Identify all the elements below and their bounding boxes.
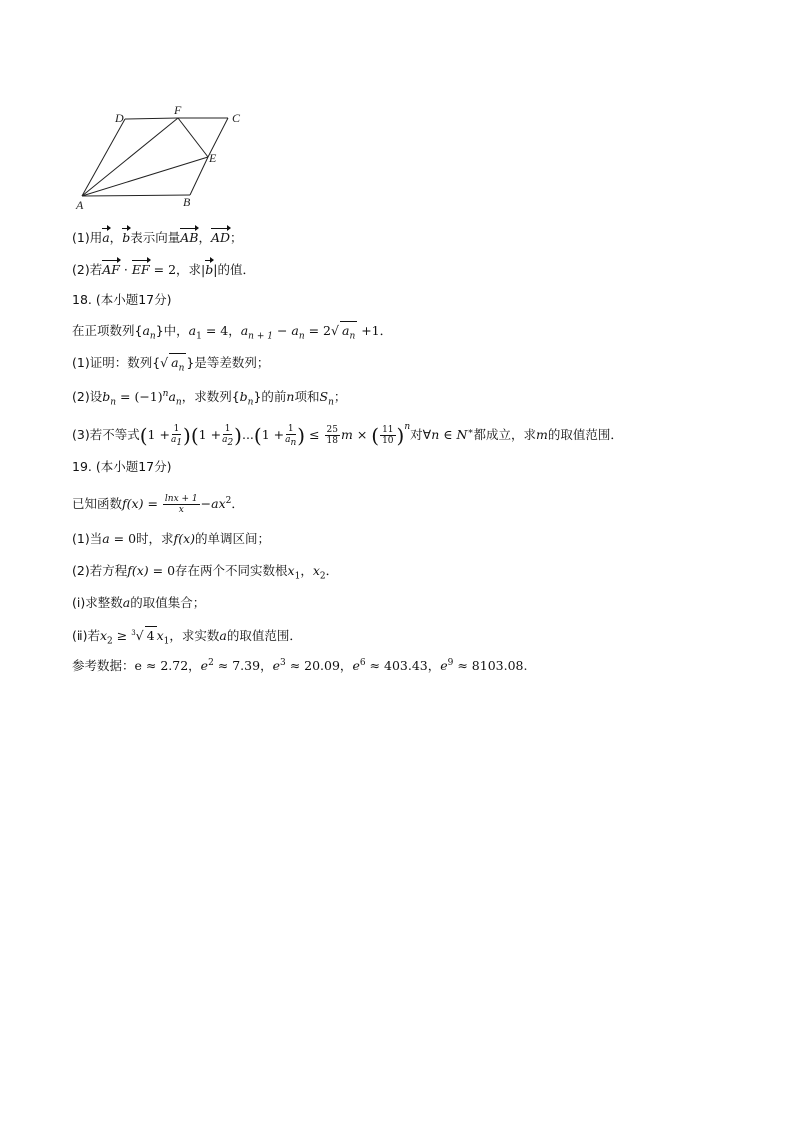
vector-b: b: [122, 227, 130, 247]
q18-header: 18. (本小题17分): [72, 292, 172, 307]
edge-AB: [82, 195, 190, 196]
q19-part2-ii: (ⅱ)若$x_2 \ge ^3√$ 4 $x_1$，求实数a的取值范围．: [72, 628, 302, 647]
q18-part2: (2)设$b_n = (-1)^na_n$，求数列$\{b_n\}$的前n项和$S_n$；: [72, 389, 347, 408]
vector-AB: AB: [180, 227, 198, 247]
vector-EF: EF: [132, 259, 150, 279]
label-E: E: [209, 151, 217, 165]
label-C: C: [232, 111, 241, 125]
q17-part1: (1)用a，b表示向量AB，AD；: [72, 227, 243, 247]
q18-part3: (3)若不等式(1 + $\frac{1}{a_1}$ )(1 + $\frac{1}{a_2}$ )...(1 + $\frac{1}{a_n}$ ) ≤ $\frac{25}{18}$ m × ( $\frac{11}{10}$ )$^n$对∀n ∈ N∗都成立，求m的取值范围．: [72, 422, 623, 448]
q19-part2-i: (ⅰ)求整数a的取值集合；: [72, 595, 206, 610]
segment-AF: [82, 118, 178, 196]
vector-AD: AD: [211, 227, 230, 247]
vector-AF: AF: [102, 259, 120, 279]
label-A: A: [76, 198, 84, 212]
edge-BE: [190, 157, 208, 195]
edge-FD: [125, 118, 178, 119]
q19-part2: (2)若方程f(x) = 0存在两个不同实数根$x_1$，$x_2$．: [72, 563, 339, 582]
label-B: B: [183, 195, 191, 209]
q18-stem: 在正项数列$\{a_n\}$中，$a_1 = 4$，$a_{n + 1} - a_n = 2√$ $a_n +1$．: [72, 321, 392, 346]
parallelogram-figure: [70, 100, 260, 212]
label-F: F: [174, 103, 182, 117]
q19-header: 19. (本小题17分): [72, 459, 172, 474]
vector-a: a: [102, 227, 109, 247]
vector-b-magnitude: b: [205, 259, 213, 279]
label-D: D: [115, 111, 124, 125]
q19-stem: 已知函数f(x) = $\frac{\ln x + 1}{x}$ $-ax^2$．: [72, 494, 244, 516]
q18-part1: (1)证明：数列{√ $a_n$ }是等差数列；: [72, 353, 269, 378]
reference-data: 参考数据：e ≈ 2.72，$e^2 \approx 7.39$，$e^3 \approx 20.09$，$e^6 \approx 403.43$，$e^9 \approx 8103.08$.: [72, 658, 528, 674]
segment-FE: [178, 118, 208, 157]
q19-part1: (1)当a = 0时，求f(x)的单调区间；: [72, 531, 271, 546]
q17-part2: (2)若AF · EF = 2，求|b|的值．: [72, 259, 255, 279]
